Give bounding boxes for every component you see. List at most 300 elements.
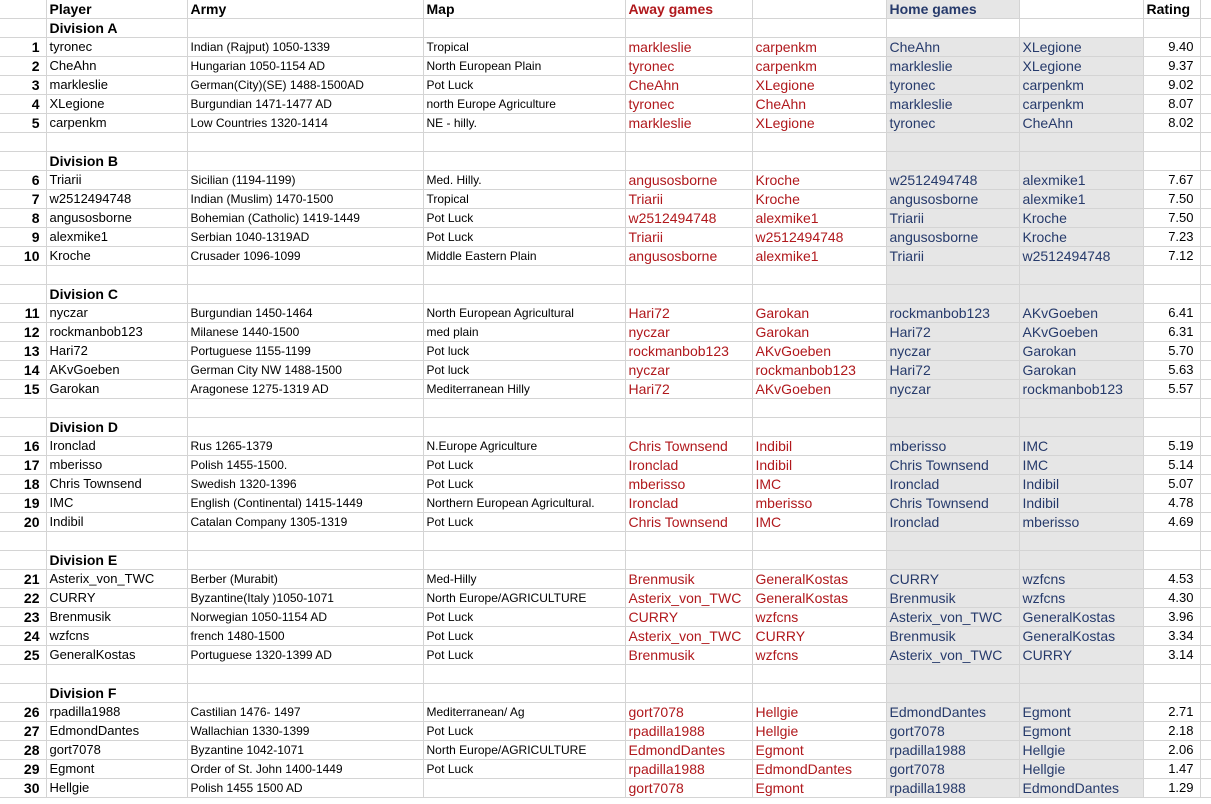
map-cell[interactable]: Pot Luck: [423, 608, 625, 627]
army-cell[interactable]: Hungarian 1050-1154 AD: [187, 57, 423, 76]
empty-cell[interactable]: [0, 684, 46, 703]
map-cell[interactable]: med plain: [423, 323, 625, 342]
empty-cell[interactable]: [752, 152, 886, 171]
player-cell[interactable]: Triarii: [46, 171, 187, 190]
map-cell[interactable]: Pot Luck: [423, 627, 625, 646]
map-cell[interactable]: Pot Luck: [423, 209, 625, 228]
map-cell[interactable]: Pot Luck: [423, 646, 625, 665]
map-cell[interactable]: Med-Hilly: [423, 570, 625, 589]
rating-cell[interactable]: 2.71: [1143, 703, 1200, 722]
map-cell[interactable]: north Europe Agriculture: [423, 95, 625, 114]
map-cell[interactable]: Pot luck: [423, 342, 625, 361]
home-games-header-blank[interactable]: [1019, 0, 1143, 19]
home-game-2-cell[interactable]: XLegione: [1019, 57, 1143, 76]
away-game-1-cell[interactable]: rpadilla1988: [625, 722, 752, 741]
row-number[interactable]: 5: [0, 114, 46, 133]
away-game-1-cell[interactable]: nyczar: [625, 323, 752, 342]
army-cell[interactable]: Castilian 1476- 1497: [187, 703, 423, 722]
empty-cell[interactable]: [0, 19, 46, 38]
empty-cell[interactable]: [0, 399, 46, 418]
map-cell[interactable]: Middle Eastern Plain: [423, 247, 625, 266]
home-game-1-cell[interactable]: Chris Townsend: [886, 494, 1019, 513]
empty-cell[interactable]: [423, 19, 625, 38]
rating-cell[interactable]: 9.02: [1143, 76, 1200, 95]
away-game-2-cell[interactable]: mberisso: [752, 494, 886, 513]
away-game-1-cell[interactable]: Hari72: [625, 380, 752, 399]
row-number[interactable]: 16: [0, 437, 46, 456]
away-game-2-cell[interactable]: Garokan: [752, 304, 886, 323]
away-game-2-cell[interactable]: rockmanbob123: [752, 361, 886, 380]
map-cell[interactable]: Tropical: [423, 38, 625, 57]
home-game-1-cell[interactable]: rpadilla1988: [886, 741, 1019, 760]
map-cell[interactable]: North Europe/AGRICULTURE: [423, 589, 625, 608]
away-game-1-cell[interactable]: gort7078: [625, 779, 752, 798]
row-number[interactable]: 13: [0, 342, 46, 361]
player-cell[interactable]: carpenkm: [46, 114, 187, 133]
empty-cell[interactable]: [886, 532, 1019, 551]
army-cell[interactable]: Low Countries 1320-1414: [187, 114, 423, 133]
empty-cell[interactable]: [0, 266, 46, 285]
home-game-2-cell[interactable]: mberisso: [1019, 513, 1143, 532]
away-game-1-cell[interactable]: markleslie: [625, 38, 752, 57]
away-game-2-cell[interactable]: CURRY: [752, 627, 886, 646]
away-game-1-cell[interactable]: angusosborne: [625, 171, 752, 190]
empty-cell[interactable]: [46, 133, 187, 152]
map-cell[interactable]: Tropical: [423, 190, 625, 209]
home-game-1-cell[interactable]: Hari72: [886, 323, 1019, 342]
empty-cell[interactable]: [886, 285, 1019, 304]
empty-cell[interactable]: [423, 133, 625, 152]
home-game-2-cell[interactable]: carpenkm: [1019, 76, 1143, 95]
home-game-2-cell[interactable]: wzfcns: [1019, 570, 1143, 589]
empty-cell[interactable]: [1143, 684, 1200, 703]
home-game-2-cell[interactable]: IMC: [1019, 437, 1143, 456]
army-cell[interactable]: Serbian 1040-1319AD: [187, 228, 423, 247]
home-game-2-cell[interactable]: AKvGoeben: [1019, 323, 1143, 342]
away-game-2-cell[interactable]: EdmondDantes: [752, 760, 886, 779]
home-game-2-cell[interactable]: wzfcns: [1019, 589, 1143, 608]
row-number[interactable]: 27: [0, 722, 46, 741]
home-game-2-cell[interactable]: alexmike1: [1019, 190, 1143, 209]
rating-cell[interactable]: 2.06: [1143, 741, 1200, 760]
rating-cell[interactable]: 7.50: [1143, 190, 1200, 209]
empty-cell[interactable]: [886, 399, 1019, 418]
map-cell[interactable]: N.Europe Agriculture: [423, 437, 625, 456]
empty-cell[interactable]: [1143, 418, 1200, 437]
row-number[interactable]: 22: [0, 589, 46, 608]
player-cell[interactable]: Ironclad: [46, 437, 187, 456]
home-game-1-cell[interactable]: angusosborne: [886, 190, 1019, 209]
army-cell[interactable]: Byzantine(Italy )1050-1071: [187, 589, 423, 608]
home-game-1-cell[interactable]: Chris Townsend: [886, 456, 1019, 475]
empty-cell[interactable]: [423, 152, 625, 171]
empty-cell[interactable]: [187, 399, 423, 418]
map-cell[interactable]: Pot Luck: [423, 456, 625, 475]
home-game-1-cell[interactable]: tyronec: [886, 114, 1019, 133]
home-game-1-cell[interactable]: Asterix_von_TWC: [886, 646, 1019, 665]
empty-cell[interactable]: [1019, 19, 1143, 38]
empty-cell[interactable]: [625, 418, 752, 437]
division-title[interactable]: Division B: [46, 152, 187, 171]
empty-cell[interactable]: [886, 418, 1019, 437]
home-game-2-cell[interactable]: CURRY: [1019, 646, 1143, 665]
empty-cell[interactable]: [1143, 152, 1200, 171]
army-cell[interactable]: Crusader 1096-1099: [187, 247, 423, 266]
empty-cell[interactable]: [1143, 285, 1200, 304]
away-game-2-cell[interactable]: wzfcns: [752, 646, 886, 665]
row-number[interactable]: 11: [0, 304, 46, 323]
row-number-header[interactable]: [0, 0, 46, 19]
map-cell[interactable]: Pot Luck: [423, 722, 625, 741]
rating-cell[interactable]: 1.29: [1143, 779, 1200, 798]
empty-cell[interactable]: [625, 532, 752, 551]
away-game-2-cell[interactable]: Kroche: [752, 171, 886, 190]
home-game-2-cell[interactable]: GeneralKostas: [1019, 627, 1143, 646]
army-cell[interactable]: Indian (Muslim) 1470-1500: [187, 190, 423, 209]
map-cell[interactable]: NE - hilly.: [423, 114, 625, 133]
empty-cell[interactable]: [625, 551, 752, 570]
division-title[interactable]: Division F: [46, 684, 187, 703]
map-cell[interactable]: Pot Luck: [423, 475, 625, 494]
rating-cell[interactable]: 5.57: [1143, 380, 1200, 399]
player-cell[interactable]: Hari72: [46, 342, 187, 361]
away-game-2-cell[interactable]: carpenkm: [752, 38, 886, 57]
rating-header[interactable]: Rating: [1143, 0, 1200, 19]
row-number[interactable]: 21: [0, 570, 46, 589]
empty-cell[interactable]: [1143, 19, 1200, 38]
home-game-2-cell[interactable]: Kroche: [1019, 228, 1143, 247]
away-game-2-cell[interactable]: Hellgie: [752, 703, 886, 722]
army-cell[interactable]: Polish 1455 1500 AD: [187, 779, 423, 798]
army-cell[interactable]: Byzantine 1042-1071: [187, 741, 423, 760]
empty-cell[interactable]: [0, 152, 46, 171]
away-game-2-cell[interactable]: w2512494748: [752, 228, 886, 247]
player-cell[interactable]: GeneralKostas: [46, 646, 187, 665]
away-game-1-cell[interactable]: mberisso: [625, 475, 752, 494]
army-cell[interactable]: Indian (Rajput) 1050-1339: [187, 38, 423, 57]
map-cell[interactable]: North European Plain: [423, 57, 625, 76]
empty-cell[interactable]: [625, 266, 752, 285]
division-title[interactable]: Division C: [46, 285, 187, 304]
empty-cell[interactable]: [886, 133, 1019, 152]
empty-cell[interactable]: [1143, 266, 1200, 285]
home-game-2-cell[interactable]: rockmanbob123: [1019, 380, 1143, 399]
away-game-1-cell[interactable]: Hari72: [625, 304, 752, 323]
away-game-1-cell[interactable]: Brenmusik: [625, 570, 752, 589]
away-game-2-cell[interactable]: GeneralKostas: [752, 570, 886, 589]
home-game-1-cell[interactable]: tyronec: [886, 76, 1019, 95]
empty-cell[interactable]: [886, 665, 1019, 684]
army-cell[interactable]: Wallachian 1330-1399: [187, 722, 423, 741]
empty-cell[interactable]: [1143, 399, 1200, 418]
empty-cell[interactable]: [423, 285, 625, 304]
away-game-2-cell[interactable]: Indibil: [752, 456, 886, 475]
player-cell[interactable]: markleslie: [46, 76, 187, 95]
empty-cell[interactable]: [187, 532, 423, 551]
empty-cell[interactable]: [1019, 152, 1143, 171]
away-game-1-cell[interactable]: Asterix_von_TWC: [625, 589, 752, 608]
home-game-1-cell[interactable]: gort7078: [886, 760, 1019, 779]
home-game-2-cell[interactable]: Kroche: [1019, 209, 1143, 228]
map-cell[interactable]: Mediterranean Hilly: [423, 380, 625, 399]
away-game-1-cell[interactable]: Triarii: [625, 190, 752, 209]
empty-cell[interactable]: [886, 684, 1019, 703]
empty-cell[interactable]: [187, 19, 423, 38]
army-cell[interactable]: English (Continental) 1415-1449: [187, 494, 423, 513]
map-cell[interactable]: Pot Luck: [423, 228, 625, 247]
empty-cell[interactable]: [752, 532, 886, 551]
row-number[interactable]: 3: [0, 76, 46, 95]
row-number[interactable]: 7: [0, 190, 46, 209]
empty-cell[interactable]: [1019, 684, 1143, 703]
away-game-1-cell[interactable]: nyczar: [625, 361, 752, 380]
empty-cell[interactable]: [625, 285, 752, 304]
empty-cell[interactable]: [1143, 532, 1200, 551]
empty-cell[interactable]: [187, 418, 423, 437]
empty-cell[interactable]: [423, 684, 625, 703]
empty-cell[interactable]: [1019, 532, 1143, 551]
row-number[interactable]: 10: [0, 247, 46, 266]
away-game-1-cell[interactable]: gort7078: [625, 703, 752, 722]
home-game-2-cell[interactable]: XLegione: [1019, 38, 1143, 57]
away-game-2-cell[interactable]: XLegione: [752, 114, 886, 133]
army-cell[interactable]: Aragonese 1275-1319 AD: [187, 380, 423, 399]
player-cell[interactable]: Brenmusik: [46, 608, 187, 627]
home-game-2-cell[interactable]: EdmondDantes: [1019, 779, 1143, 798]
empty-cell[interactable]: [187, 285, 423, 304]
empty-cell[interactable]: [625, 152, 752, 171]
rating-cell[interactable]: 3.34: [1143, 627, 1200, 646]
empty-cell[interactable]: [752, 551, 886, 570]
empty-cell[interactable]: [752, 418, 886, 437]
empty-cell[interactable]: [187, 551, 423, 570]
away-game-2-cell[interactable]: Garokan: [752, 323, 886, 342]
home-game-1-cell[interactable]: Brenmusik: [886, 627, 1019, 646]
away-game-2-cell[interactable]: carpenkm: [752, 57, 886, 76]
rating-cell[interactable]: 5.07: [1143, 475, 1200, 494]
empty-cell[interactable]: [886, 19, 1019, 38]
rating-cell[interactable]: 4.69: [1143, 513, 1200, 532]
home-game-2-cell[interactable]: GeneralKostas: [1019, 608, 1143, 627]
rating-cell[interactable]: 7.12: [1143, 247, 1200, 266]
empty-cell[interactable]: [625, 684, 752, 703]
home-game-2-cell[interactable]: Hellgie: [1019, 741, 1143, 760]
rating-cell[interactable]: 7.50: [1143, 209, 1200, 228]
away-game-2-cell[interactable]: CheAhn: [752, 95, 886, 114]
home-game-2-cell[interactable]: carpenkm: [1019, 95, 1143, 114]
row-number[interactable]: 25: [0, 646, 46, 665]
home-game-2-cell[interactable]: CheAhn: [1019, 114, 1143, 133]
away-game-2-cell[interactable]: GeneralKostas: [752, 589, 886, 608]
row-number[interactable]: 1: [0, 38, 46, 57]
map-cell[interactable]: Pot luck: [423, 361, 625, 380]
empty-cell[interactable]: [187, 133, 423, 152]
row-number[interactable]: 2: [0, 57, 46, 76]
player-cell[interactable]: alexmike1: [46, 228, 187, 247]
home-game-2-cell[interactable]: AKvGoeben: [1019, 304, 1143, 323]
player-cell[interactable]: Kroche: [46, 247, 187, 266]
empty-cell[interactable]: [886, 152, 1019, 171]
player-cell[interactable]: Asterix_von_TWC: [46, 570, 187, 589]
player-cell[interactable]: tyronec: [46, 38, 187, 57]
away-game-2-cell[interactable]: IMC: [752, 475, 886, 494]
home-game-2-cell[interactable]: Hellgie: [1019, 760, 1143, 779]
empty-cell[interactable]: [1019, 266, 1143, 285]
empty-cell[interactable]: [625, 399, 752, 418]
away-game-2-cell[interactable]: AKvGoeben: [752, 342, 886, 361]
away-game-1-cell[interactable]: rpadilla1988: [625, 760, 752, 779]
home-game-1-cell[interactable]: nyczar: [886, 342, 1019, 361]
empty-cell[interactable]: [1019, 133, 1143, 152]
rating-cell[interactable]: 4.30: [1143, 589, 1200, 608]
empty-cell[interactable]: [752, 19, 886, 38]
rating-cell[interactable]: 6.41: [1143, 304, 1200, 323]
rating-cell[interactable]: 7.67: [1143, 171, 1200, 190]
home-game-2-cell[interactable]: Egmont: [1019, 722, 1143, 741]
rating-cell[interactable]: 3.14: [1143, 646, 1200, 665]
rating-cell[interactable]: 9.37: [1143, 57, 1200, 76]
map-cell[interactable]: North European Agricultural: [423, 304, 625, 323]
away-game-2-cell[interactable]: wzfcns: [752, 608, 886, 627]
empty-cell[interactable]: [423, 418, 625, 437]
rating-cell[interactable]: 4.78: [1143, 494, 1200, 513]
away-game-2-cell[interactable]: AKvGoeben: [752, 380, 886, 399]
player-cell[interactable]: w2512494748: [46, 190, 187, 209]
row-number[interactable]: 18: [0, 475, 46, 494]
empty-cell[interactable]: [1143, 551, 1200, 570]
empty-cell[interactable]: [423, 532, 625, 551]
away-game-2-cell[interactable]: Kroche: [752, 190, 886, 209]
player-cell[interactable]: Egmont: [46, 760, 187, 779]
army-cell[interactable]: German(City)(SE) 1488-1500AD: [187, 76, 423, 95]
player-cell[interactable]: CURRY: [46, 589, 187, 608]
empty-cell[interactable]: [1143, 133, 1200, 152]
empty-cell[interactable]: [752, 285, 886, 304]
army-cell[interactable]: Burgundian 1450-1464: [187, 304, 423, 323]
away-game-1-cell[interactable]: Chris Townsend: [625, 513, 752, 532]
home-game-1-cell[interactable]: CURRY: [886, 570, 1019, 589]
row-number[interactable]: 26: [0, 703, 46, 722]
division-title[interactable]: Division A: [46, 19, 187, 38]
rating-cell[interactable]: 1.47: [1143, 760, 1200, 779]
away-game-2-cell[interactable]: Indibil: [752, 437, 886, 456]
map-cell[interactable]: [423, 779, 625, 798]
player-cell[interactable]: CheAhn: [46, 57, 187, 76]
home-game-1-cell[interactable]: Triarii: [886, 247, 1019, 266]
division-title[interactable]: Division D: [46, 418, 187, 437]
away-game-1-cell[interactable]: Brenmusik: [625, 646, 752, 665]
away-game-1-cell[interactable]: angusosborne: [625, 247, 752, 266]
empty-cell[interactable]: [0, 551, 46, 570]
player-cell[interactable]: rpadilla1988: [46, 703, 187, 722]
empty-cell[interactable]: [625, 665, 752, 684]
home-game-1-cell[interactable]: Ironclad: [886, 513, 1019, 532]
home-game-1-cell[interactable]: markleslie: [886, 95, 1019, 114]
map-cell[interactable]: Med. Hilly.: [423, 171, 625, 190]
home-game-1-cell[interactable]: Ironclad: [886, 475, 1019, 494]
home-game-1-cell[interactable]: nyczar: [886, 380, 1019, 399]
row-number[interactable]: 12: [0, 323, 46, 342]
player-cell[interactable]: Chris Townsend: [46, 475, 187, 494]
home-game-1-cell[interactable]: rockmanbob123: [886, 304, 1019, 323]
empty-cell[interactable]: [46, 665, 187, 684]
player-cell[interactable]: Garokan: [46, 380, 187, 399]
army-cell[interactable]: Catalan Company 1305-1319: [187, 513, 423, 532]
away-game-1-cell[interactable]: Asterix_von_TWC: [625, 627, 752, 646]
rating-cell[interactable]: 4.53: [1143, 570, 1200, 589]
empty-cell[interactable]: [187, 152, 423, 171]
army-cell[interactable]: Swedish 1320-1396: [187, 475, 423, 494]
map-cell[interactable]: Pot Luck: [423, 76, 625, 95]
empty-cell[interactable]: [0, 285, 46, 304]
empty-cell[interactable]: [0, 133, 46, 152]
away-game-1-cell[interactable]: rockmanbob123: [625, 342, 752, 361]
home-game-1-cell[interactable]: Hari72: [886, 361, 1019, 380]
away-game-2-cell[interactable]: IMC: [752, 513, 886, 532]
player-cell[interactable]: rockmanbob123: [46, 323, 187, 342]
home-game-1-cell[interactable]: mberisso: [886, 437, 1019, 456]
away-game-1-cell[interactable]: markleslie: [625, 114, 752, 133]
away-game-2-cell[interactable]: alexmike1: [752, 247, 886, 266]
row-number[interactable]: 28: [0, 741, 46, 760]
empty-cell[interactable]: [752, 665, 886, 684]
army-cell[interactable]: Bohemian (Catholic) 1419-1449: [187, 209, 423, 228]
row-number[interactable]: 9: [0, 228, 46, 247]
army-cell[interactable]: Norwegian 1050-1154 AD: [187, 608, 423, 627]
empty-cell[interactable]: [752, 399, 886, 418]
home-game-2-cell[interactable]: Garokan: [1019, 361, 1143, 380]
army-cell[interactable]: Polish 1455-1500.: [187, 456, 423, 475]
away-game-1-cell[interactable]: tyronec: [625, 95, 752, 114]
rating-cell[interactable]: 8.07: [1143, 95, 1200, 114]
player-cell[interactable]: Indibil: [46, 513, 187, 532]
map-cell[interactable]: Pot Luck: [423, 760, 625, 779]
division-title[interactable]: Division E: [46, 551, 187, 570]
army-cell[interactable]: German City NW 1488-1500: [187, 361, 423, 380]
empty-cell[interactable]: [0, 418, 46, 437]
empty-cell[interactable]: [423, 399, 625, 418]
army-cell[interactable]: Berber (Murabit): [187, 570, 423, 589]
away-game-2-cell[interactable]: alexmike1: [752, 209, 886, 228]
home-game-2-cell[interactable]: Egmont: [1019, 703, 1143, 722]
player-cell[interactable]: EdmondDantes: [46, 722, 187, 741]
empty-cell[interactable]: [46, 399, 187, 418]
rating-cell[interactable]: 8.02: [1143, 114, 1200, 133]
row-number[interactable]: 23: [0, 608, 46, 627]
player-cell[interactable]: wzfcns: [46, 627, 187, 646]
army-cell[interactable]: Order of St. John 1400-1449: [187, 760, 423, 779]
army-header[interactable]: Army: [187, 0, 423, 19]
army-cell[interactable]: Rus 1265-1379: [187, 437, 423, 456]
away-game-1-cell[interactable]: Ironclad: [625, 456, 752, 475]
home-game-2-cell[interactable]: IMC: [1019, 456, 1143, 475]
empty-cell[interactable]: [625, 133, 752, 152]
away-game-1-cell[interactable]: CheAhn: [625, 76, 752, 95]
player-cell[interactable]: mberisso: [46, 456, 187, 475]
rating-cell[interactable]: 5.14: [1143, 456, 1200, 475]
row-number[interactable]: 6: [0, 171, 46, 190]
row-number[interactable]: 17: [0, 456, 46, 475]
empty-cell[interactable]: [46, 266, 187, 285]
away-game-1-cell[interactable]: Ironclad: [625, 494, 752, 513]
row-number[interactable]: 14: [0, 361, 46, 380]
army-cell[interactable]: Portuguese 1320-1399 AD: [187, 646, 423, 665]
home-game-1-cell[interactable]: Asterix_von_TWC: [886, 608, 1019, 627]
rating-cell[interactable]: 5.63: [1143, 361, 1200, 380]
away-game-1-cell[interactable]: EdmondDantes: [625, 741, 752, 760]
row-number[interactable]: 4: [0, 95, 46, 114]
empty-cell[interactable]: [46, 532, 187, 551]
